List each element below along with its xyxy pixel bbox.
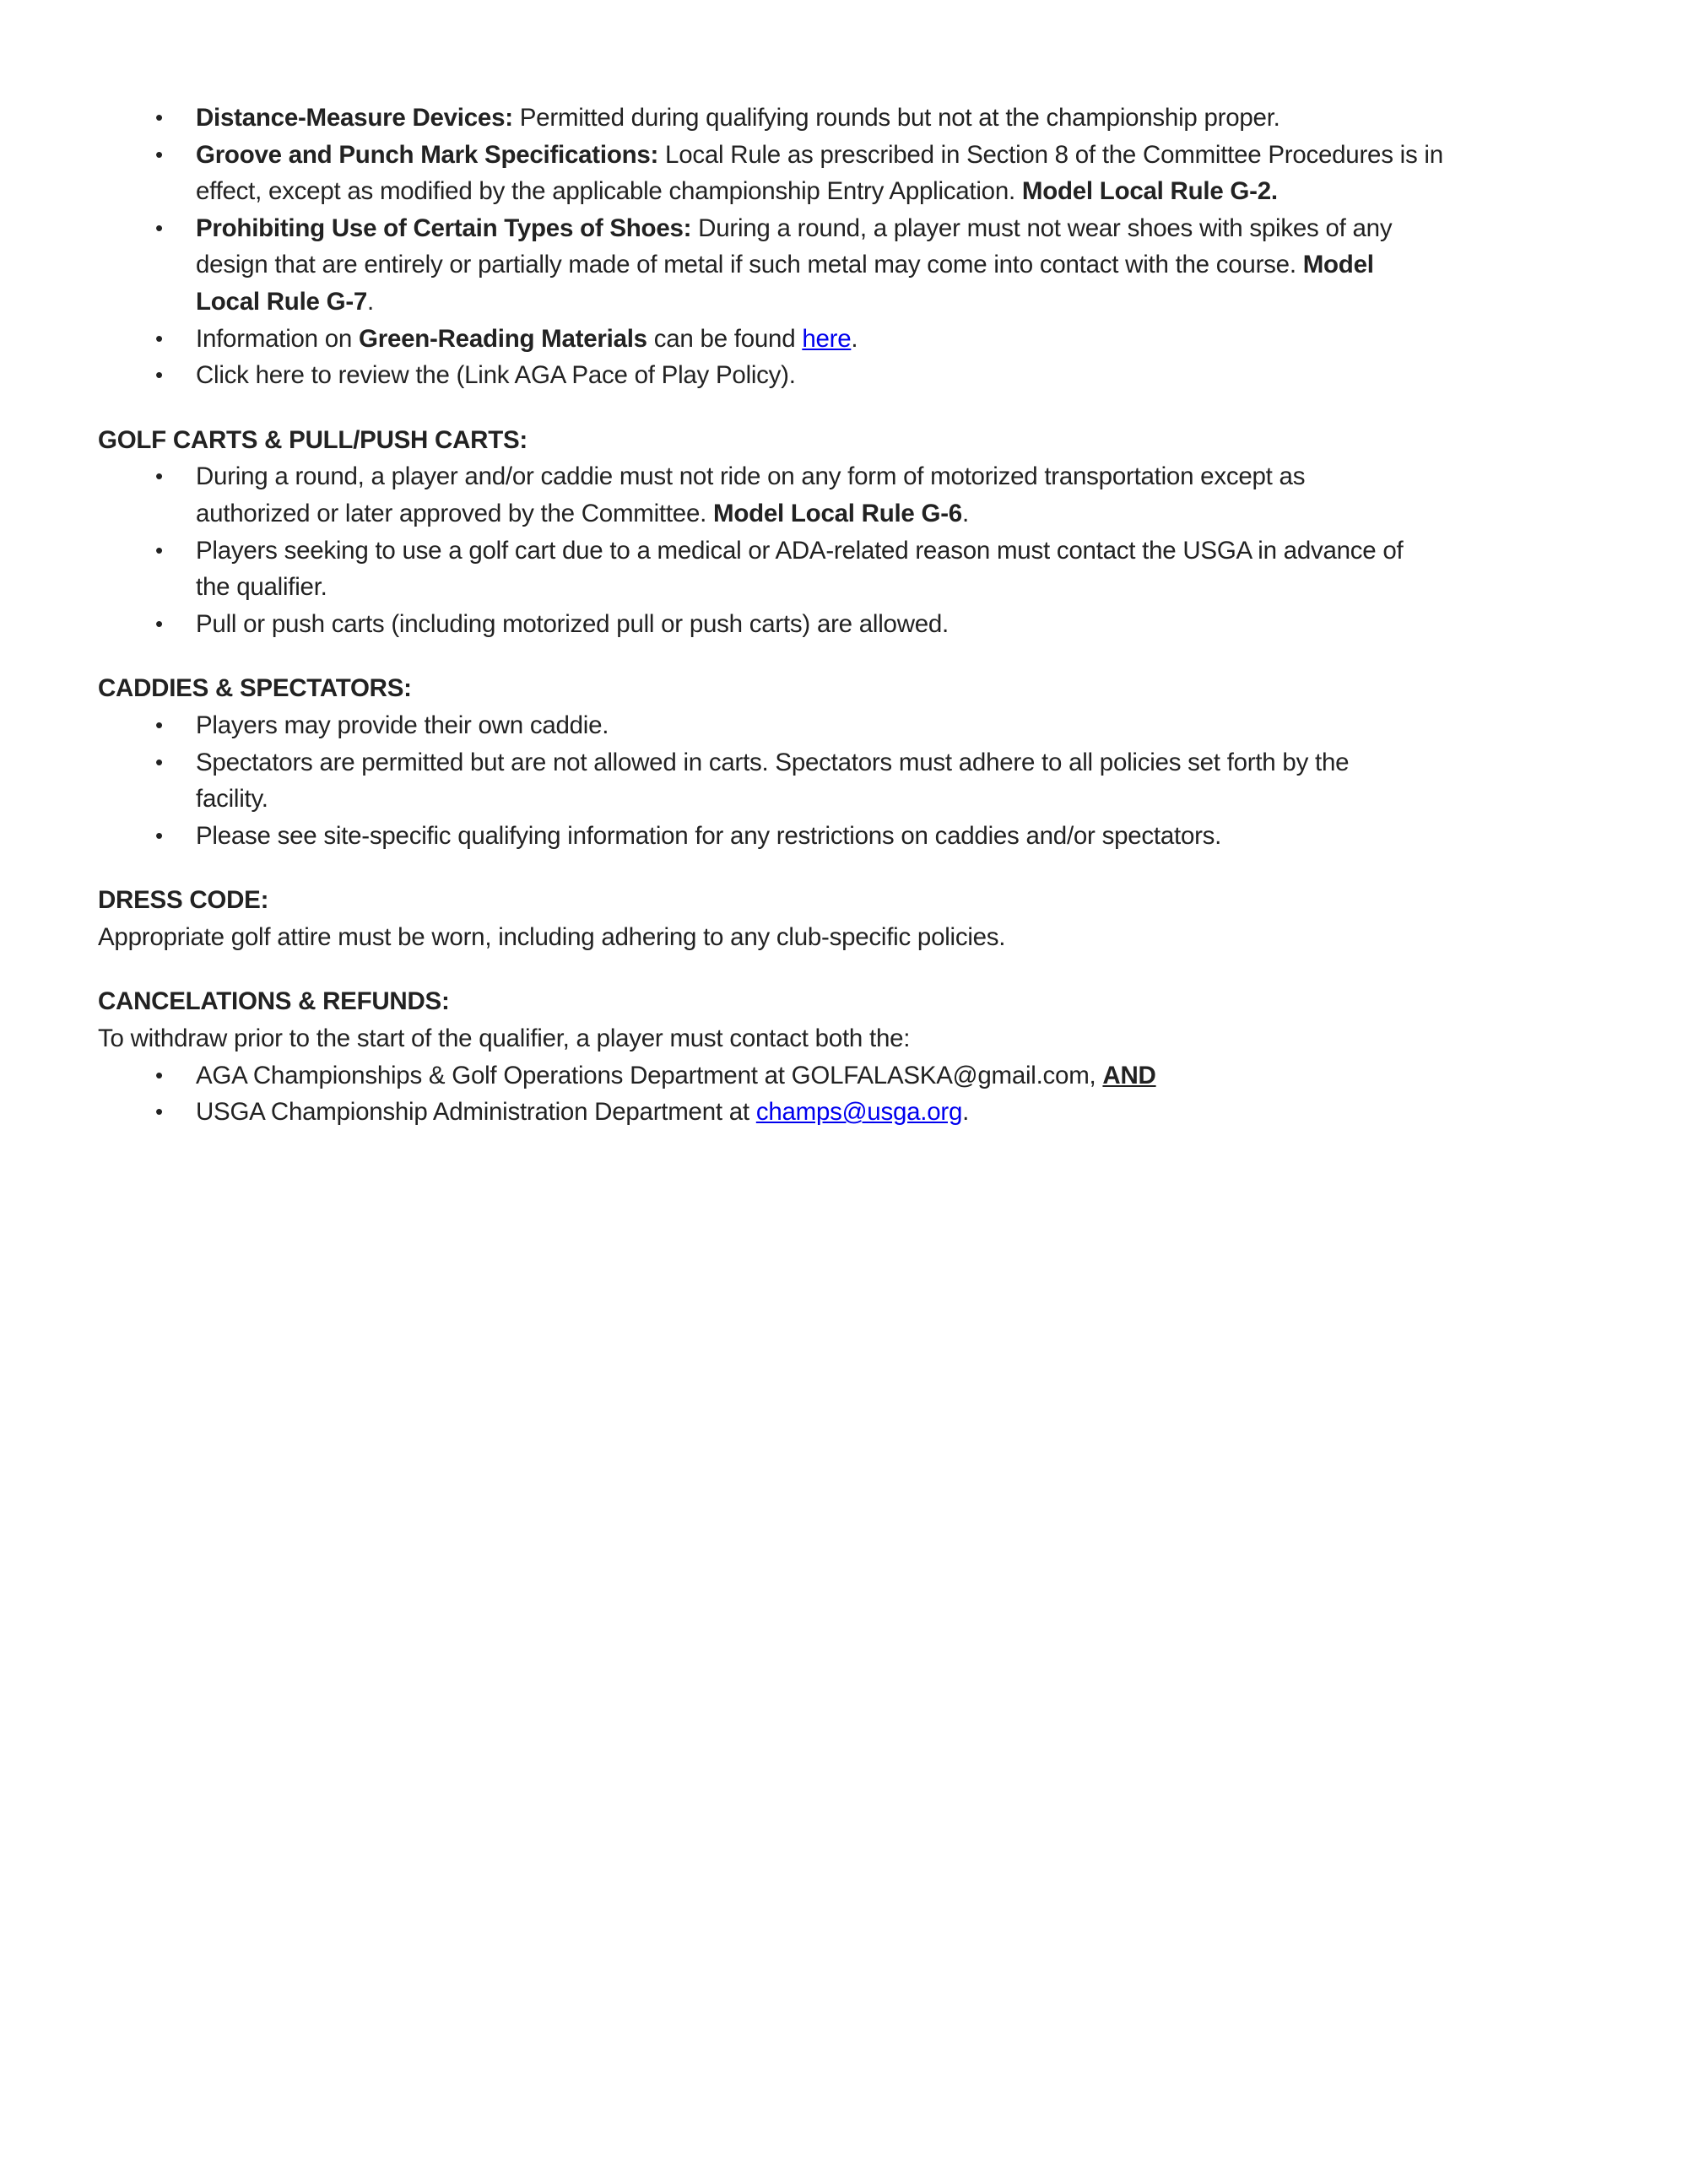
bullet-icon: •: [155, 214, 163, 241]
bold-text: Model Local Rule G-2.: [1021, 177, 1278, 206]
list-item: [98, 744, 1617, 818]
bullet-icon: •: [155, 711, 163, 738]
text-line: [196, 1094, 1617, 1131]
text-run: Information on: [196, 324, 360, 353]
section-1: [98, 422, 1617, 643]
text-run: .: [962, 1098, 970, 1127]
section-3: [98, 882, 1617, 955]
bullet-icon: •: [155, 105, 163, 130]
text-line: [196, 246, 1617, 284]
section-paragraph: Appropriate golf attire must be worn, including adhering to any club-specific policies.: [98, 922, 1006, 951]
text-run: Click here to review the (Link AGA Pace of Play Policy).: [196, 361, 796, 390]
text-run: Players may provide their own caddie.: [196, 711, 609, 739]
text-run: Players seeking to use a golf cart due to a medical or ADA-related reason must contact the USGA in advance of: [196, 536, 1404, 565]
text-run: authorized or later approved by the Committee.: [196, 499, 713, 527]
bold-text: Local Rule G-7: [196, 287, 368, 316]
list-item: [98, 321, 1617, 358]
text-run: the qualifier.: [196, 573, 327, 602]
bullet-icon: •: [155, 325, 163, 351]
text-line: [196, 781, 1617, 818]
text-line: [196, 210, 1617, 247]
text-line: [196, 357, 1617, 394]
section-4: [98, 983, 1617, 1130]
text-run: effect, except as modified by the applicable championship Entry Application.: [196, 177, 1022, 206]
list-item: [98, 707, 1617, 744]
text-run: Spectators are permitted but are not allowed in carts. Spectators must adhere to all policies set forth by the: [196, 748, 1350, 776]
link[interactable]: champs@usga.org: [755, 1098, 963, 1127]
text-line: [196, 284, 1617, 321]
text-run: Local Rule as prescribed in Section 8 of the Committee Procedures is in: [658, 140, 1443, 169]
text-line: [196, 458, 1617, 495]
bullet-icon: •: [155, 141, 163, 167]
text-line: [196, 606, 1617, 643]
list-item: [98, 818, 1617, 855]
list-item: [98, 1094, 1617, 1131]
bullet-icon: •: [155, 822, 163, 848]
document-page: [98, 100, 1617, 1131]
bold-text: Green-Reading Materials: [359, 324, 647, 353]
text-run: Permitted during qualifying rounds but not at the championship proper.: [512, 104, 1280, 132]
list-item: [98, 100, 1617, 137]
text-run: USGA Championship Administration Department at: [196, 1098, 756, 1127]
text-run: AGA Championships & Golf Operations Department at GOLFALASKA@gmail.com,: [196, 1061, 1103, 1089]
text-run: facility.: [196, 785, 268, 814]
list-item: [98, 532, 1617, 606]
list-item: [98, 1057, 1617, 1095]
list-item: [98, 137, 1617, 210]
text-run: Please see site-specific qualifying information for any restrictions on caddies and/or spectators.: [196, 821, 1222, 850]
bold-text: Model Local Rule G-6: [713, 499, 962, 527]
text-run: .: [851, 324, 858, 353]
list-item: [98, 458, 1617, 532]
text-line: [196, 569, 1617, 606]
text-line: [196, 744, 1617, 781]
section-heading: CADDIES & SPECTATORS:: [98, 674, 412, 703]
section-heading: CANCELATIONS & REFUNDS:: [98, 987, 450, 1016]
text-line: [196, 321, 1617, 358]
list-item: [98, 210, 1617, 321]
text-run: During a round, a player must not wear shoes with spikes of any: [691, 214, 1393, 242]
text-run: can be found: [647, 324, 803, 353]
text-line: [196, 818, 1617, 855]
list-item: [98, 606, 1617, 643]
text-run: .: [367, 287, 374, 316]
bullet-icon: •: [155, 362, 163, 388]
text-run: .: [961, 499, 969, 527]
text-run: Pull or push carts (including motorized pull or push carts) are allowed.: [196, 609, 950, 638]
text-line: [196, 173, 1617, 210]
bullet-icon: •: [155, 537, 163, 563]
bold-text: AND: [1102, 1061, 1156, 1089]
section-heading: DRESS CODE:: [98, 886, 269, 915]
bold-text: Prohibiting Use of Certain Types of Shoes:: [196, 214, 692, 242]
text-line: [196, 707, 1617, 744]
text-line: [196, 1057, 1617, 1095]
list-item: [98, 357, 1617, 394]
text-line: [196, 100, 1617, 137]
bold-text: Model: [1302, 251, 1374, 279]
bold-text: Distance-Measure Devices:: [196, 104, 513, 132]
text-line: [196, 532, 1617, 570]
section-2: [98, 670, 1617, 854]
text-run: During a round, a player and/or caddie must not ride on any form of motorized transportation except as: [196, 462, 1306, 491]
bullet-icon: •: [155, 749, 163, 775]
text-line: [196, 137, 1617, 174]
section-heading: GOLF CARTS & PULL/PUSH CARTS:: [98, 425, 528, 454]
bold-text: Groove and Punch Mark Specifications:: [196, 140, 659, 169]
section-paragraph: To withdraw prior to the start of the qualifier, a player must contact both the:: [98, 1024, 911, 1053]
text-line: [196, 495, 1617, 532]
text-run: design that are entirely or partially made of metal if such metal may come into contact with the course.: [196, 251, 1303, 279]
bullet-icon: •: [155, 1062, 163, 1088]
bullet-icon: •: [155, 1099, 163, 1125]
bullet-icon: •: [155, 463, 163, 489]
bullet-icon: •: [155, 610, 163, 636]
link[interactable]: here: [802, 324, 852, 353]
section-0: [98, 100, 1617, 394]
